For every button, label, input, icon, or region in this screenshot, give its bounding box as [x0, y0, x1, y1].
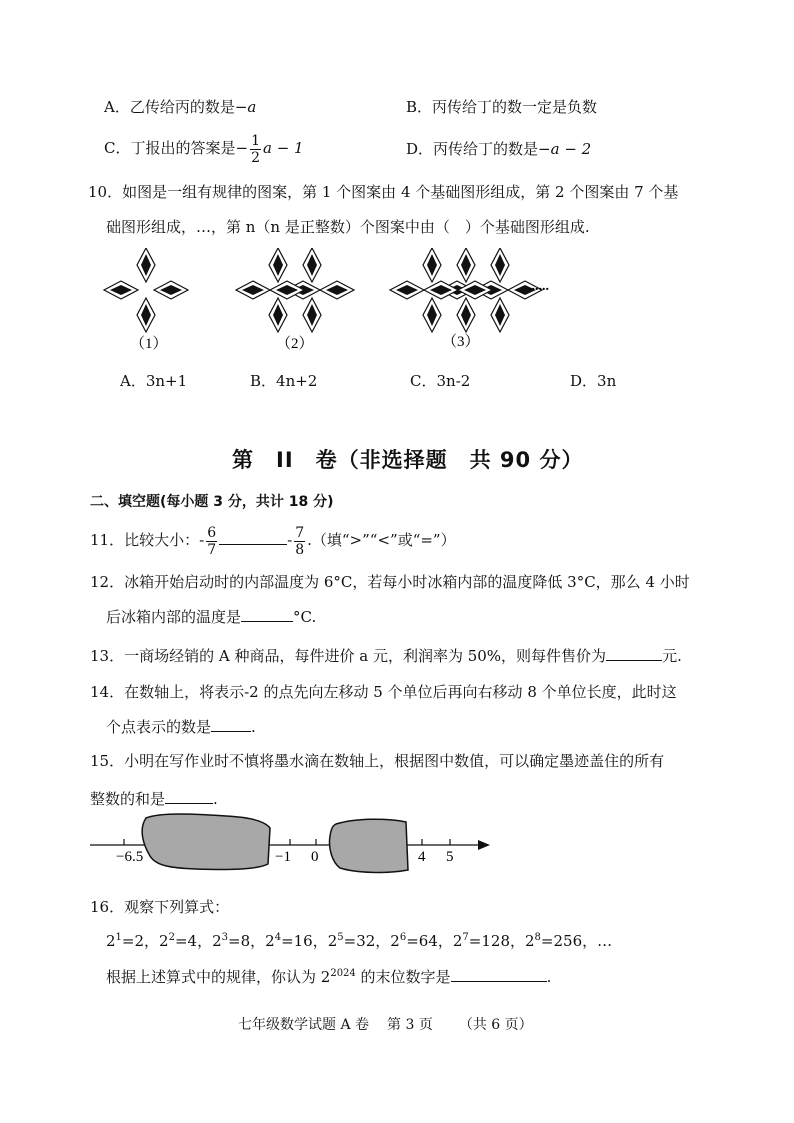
question-number: 12． — [90, 573, 125, 591]
answer-blank[interactable] — [211, 717, 251, 732]
power-term — [106, 932, 159, 950]
option-text: 丙传给丁的数一定是负数 — [432, 98, 598, 116]
power-exponent: 1 — [115, 932, 122, 943]
power-value: =32， — [343, 932, 391, 950]
figure-label-3: （3） — [442, 334, 480, 350]
power-base: 2 — [452, 932, 463, 950]
question-text: 一商场经销的 A 种商品，每件进价 a 元，利润率为 50%，则每件售价为 — [124, 647, 607, 665]
question-text: 如图是一组有规律的图案，第 1 个图案由 4 个基础图形组成，第 2 个图案由 7 个基 — [122, 183, 679, 201]
q15-line2 — [90, 788, 218, 809]
option-expr: −a − 2 — [538, 140, 592, 158]
power-term — [390, 932, 453, 950]
q11: 11．比较大小：- $\frac{6}{7}$ - $\frac{7}{8}$ .（填“>”“<”或“=”） — [90, 524, 456, 558]
option-label: C． — [410, 372, 437, 390]
power-exponent: 2024 — [330, 968, 356, 979]
option-label: B． — [250, 372, 277, 390]
option-text: 乙传给丙的数是 — [129, 98, 235, 116]
q9-option-c — [104, 128, 304, 168]
power-base: 2 — [525, 932, 535, 950]
question-number: 10． — [88, 183, 123, 201]
footer-total-pages: （共 6 页） — [458, 1017, 533, 1033]
pattern-1-unit — [104, 248, 188, 332]
power-exponent: 3 — [221, 932, 229, 943]
power-base: 2 — [106, 932, 116, 950]
question-number: 15． — [90, 752, 125, 770]
option-sign: − — [235, 139, 249, 157]
power-term — [453, 932, 525, 950]
fraction — [250, 133, 261, 166]
option-value: 3n-2 — [436, 372, 471, 390]
question-text: 整数的和是 — [90, 790, 166, 808]
footer-exam-title: 七年级数学试题 A 卷 — [238, 1017, 370, 1033]
axis-label: 5 — [446, 849, 454, 865]
q10-option-c — [410, 370, 470, 391]
question-text: .（填“>”“<”或“=”） — [307, 531, 456, 549]
q10-figure — [100, 248, 560, 358]
fraction-numerator: 6 — [207, 524, 217, 541]
figure-label-1: （1） — [130, 336, 168, 352]
option-label: A． — [120, 372, 146, 390]
q16-intro — [90, 896, 229, 917]
option-expr: a − 1 — [263, 139, 304, 157]
power-value: =256，… — [540, 932, 613, 950]
ink-blot-left — [142, 814, 270, 869]
power-term — [328, 932, 391, 950]
question-text: 比较大小： — [124, 531, 200, 549]
question-text: 冰箱开始启动时的内部温度为 6°C，若每小时冰箱内部的温度降低 3°C，那么 4 小时 — [124, 573, 690, 591]
power-exponent: 4 — [274, 932, 282, 943]
part2-title: 二、填空题(每小题 3 分，共计 18 分) — [90, 494, 334, 510]
power-base: 2 — [265, 932, 275, 950]
option-text: 丁报出的答案是 — [130, 139, 236, 157]
power-value: =64， — [406, 932, 453, 950]
answer-blank[interactable] — [219, 530, 287, 545]
q10-option-d — [570, 370, 616, 391]
question-text: . — [251, 718, 256, 736]
answer-blank[interactable] — [241, 607, 293, 622]
power-base: 2 — [159, 932, 169, 950]
power-exponent: 5 — [337, 932, 344, 943]
ink-blot-right — [329, 819, 408, 872]
axis-label: −6.5 — [116, 849, 144, 865]
option-label: B． — [406, 98, 433, 116]
power-exponent: 7 — [462, 932, 469, 943]
power-term — [525, 932, 612, 950]
q16-powers — [106, 930, 612, 951]
question-text: 的末位数字是 — [355, 968, 451, 986]
power-exponent: 6 — [399, 932, 407, 943]
q9-option-b — [406, 96, 597, 117]
question-text: 根据上述算式中的规律，你认为 2 — [106, 968, 331, 986]
section-heading: 第 II 卷（非选择题 共 90 分） — [232, 448, 584, 472]
axis-arrow — [478, 840, 490, 850]
q10-option-a — [120, 370, 187, 391]
question-text: 个点表示的数是 — [106, 718, 212, 736]
option-label: D． — [570, 372, 598, 390]
q12-line2 — [106, 606, 316, 627]
q13 — [90, 645, 682, 666]
axis-label: 0 — [311, 849, 319, 865]
q9-option-a — [104, 96, 256, 117]
power-value: =128， — [468, 932, 525, 950]
option-label: C． — [104, 139, 131, 157]
option-label: D． — [406, 140, 434, 158]
axis-label: −1 — [275, 849, 291, 865]
question-number: 14． — [90, 683, 125, 701]
fraction-denominator: 8 — [295, 541, 305, 558]
q10-line1 — [88, 181, 678, 202]
power-term — [212, 932, 265, 950]
q16-question — [106, 966, 551, 987]
q14-line1 — [90, 681, 677, 702]
question-number: 11． — [90, 531, 125, 549]
power-term — [159, 932, 212, 950]
figure-label-2: （2） — [276, 336, 314, 352]
q9-option-d — [406, 138, 591, 159]
fraction-numerator: 7 — [295, 524, 305, 541]
power-exponent: 2 — [168, 932, 175, 943]
option-value: 3n+1 — [145, 372, 188, 390]
option-label: A． — [104, 98, 130, 116]
fraction-2 — [294, 525, 305, 558]
answer-blank[interactable] — [165, 789, 213, 804]
fraction-denominator: 2 — [251, 149, 260, 166]
question-text: 在数轴上，将表示-2 的点先向左移动 5 个单位后再向右移动 8 个单位长度，此时这 — [124, 683, 677, 701]
footer-page-number: 第 3 页 — [387, 1017, 433, 1033]
power-exponent: 8 — [534, 932, 541, 943]
power-value: =8， — [228, 932, 266, 950]
power-value: =2， — [121, 932, 160, 950]
power-base: 2 — [327, 932, 338, 950]
question-text: 观察下列算式： — [124, 898, 230, 916]
power-value: =16， — [281, 932, 328, 950]
q10-option-b — [250, 370, 317, 391]
question-number: 13． — [90, 647, 125, 665]
q10-line2: 础图形组成，…，第 n（n 是正整数）个图案中由（ ）个基础图形组成. — [106, 218, 590, 236]
q14-line2 — [106, 716, 256, 737]
power-value: =4， — [174, 932, 213, 950]
number-line-figure — [86, 812, 496, 874]
q15-line1 — [90, 750, 664, 771]
axis-label: 4 — [418, 849, 426, 865]
ellipsis: ...... — [528, 279, 549, 294]
question-number: 16． — [90, 898, 125, 916]
power-base: 2 — [390, 932, 400, 950]
option-text: 丙传给丁的数是 — [433, 140, 539, 158]
question-text: °C. — [293, 608, 317, 626]
question-text: . — [213, 790, 218, 808]
option-value: 4n+2 — [276, 372, 318, 390]
fraction-numerator: 1 — [251, 132, 260, 149]
question-text: 元. — [662, 647, 682, 665]
footer — [238, 1014, 533, 1034]
option-expr: −a — [234, 98, 257, 116]
fraction-denominator: 7 — [207, 541, 217, 558]
q12-line1 — [90, 571, 690, 592]
answer-blank[interactable] — [451, 967, 547, 982]
power-base: 2 — [212, 932, 222, 950]
answer-blank[interactable] — [606, 646, 662, 661]
fraction-1 — [206, 525, 217, 558]
question-text: 后冰箱内部的温度是 — [106, 608, 242, 626]
question-text: . — [546, 968, 552, 986]
option-value: 3n — [597, 372, 617, 390]
question-text: 小明在写作业时不慎将墨水滴在数轴上，根据图中数值，可以确定墨迹盖住的所有 — [124, 752, 665, 770]
power-term — [265, 932, 328, 950]
